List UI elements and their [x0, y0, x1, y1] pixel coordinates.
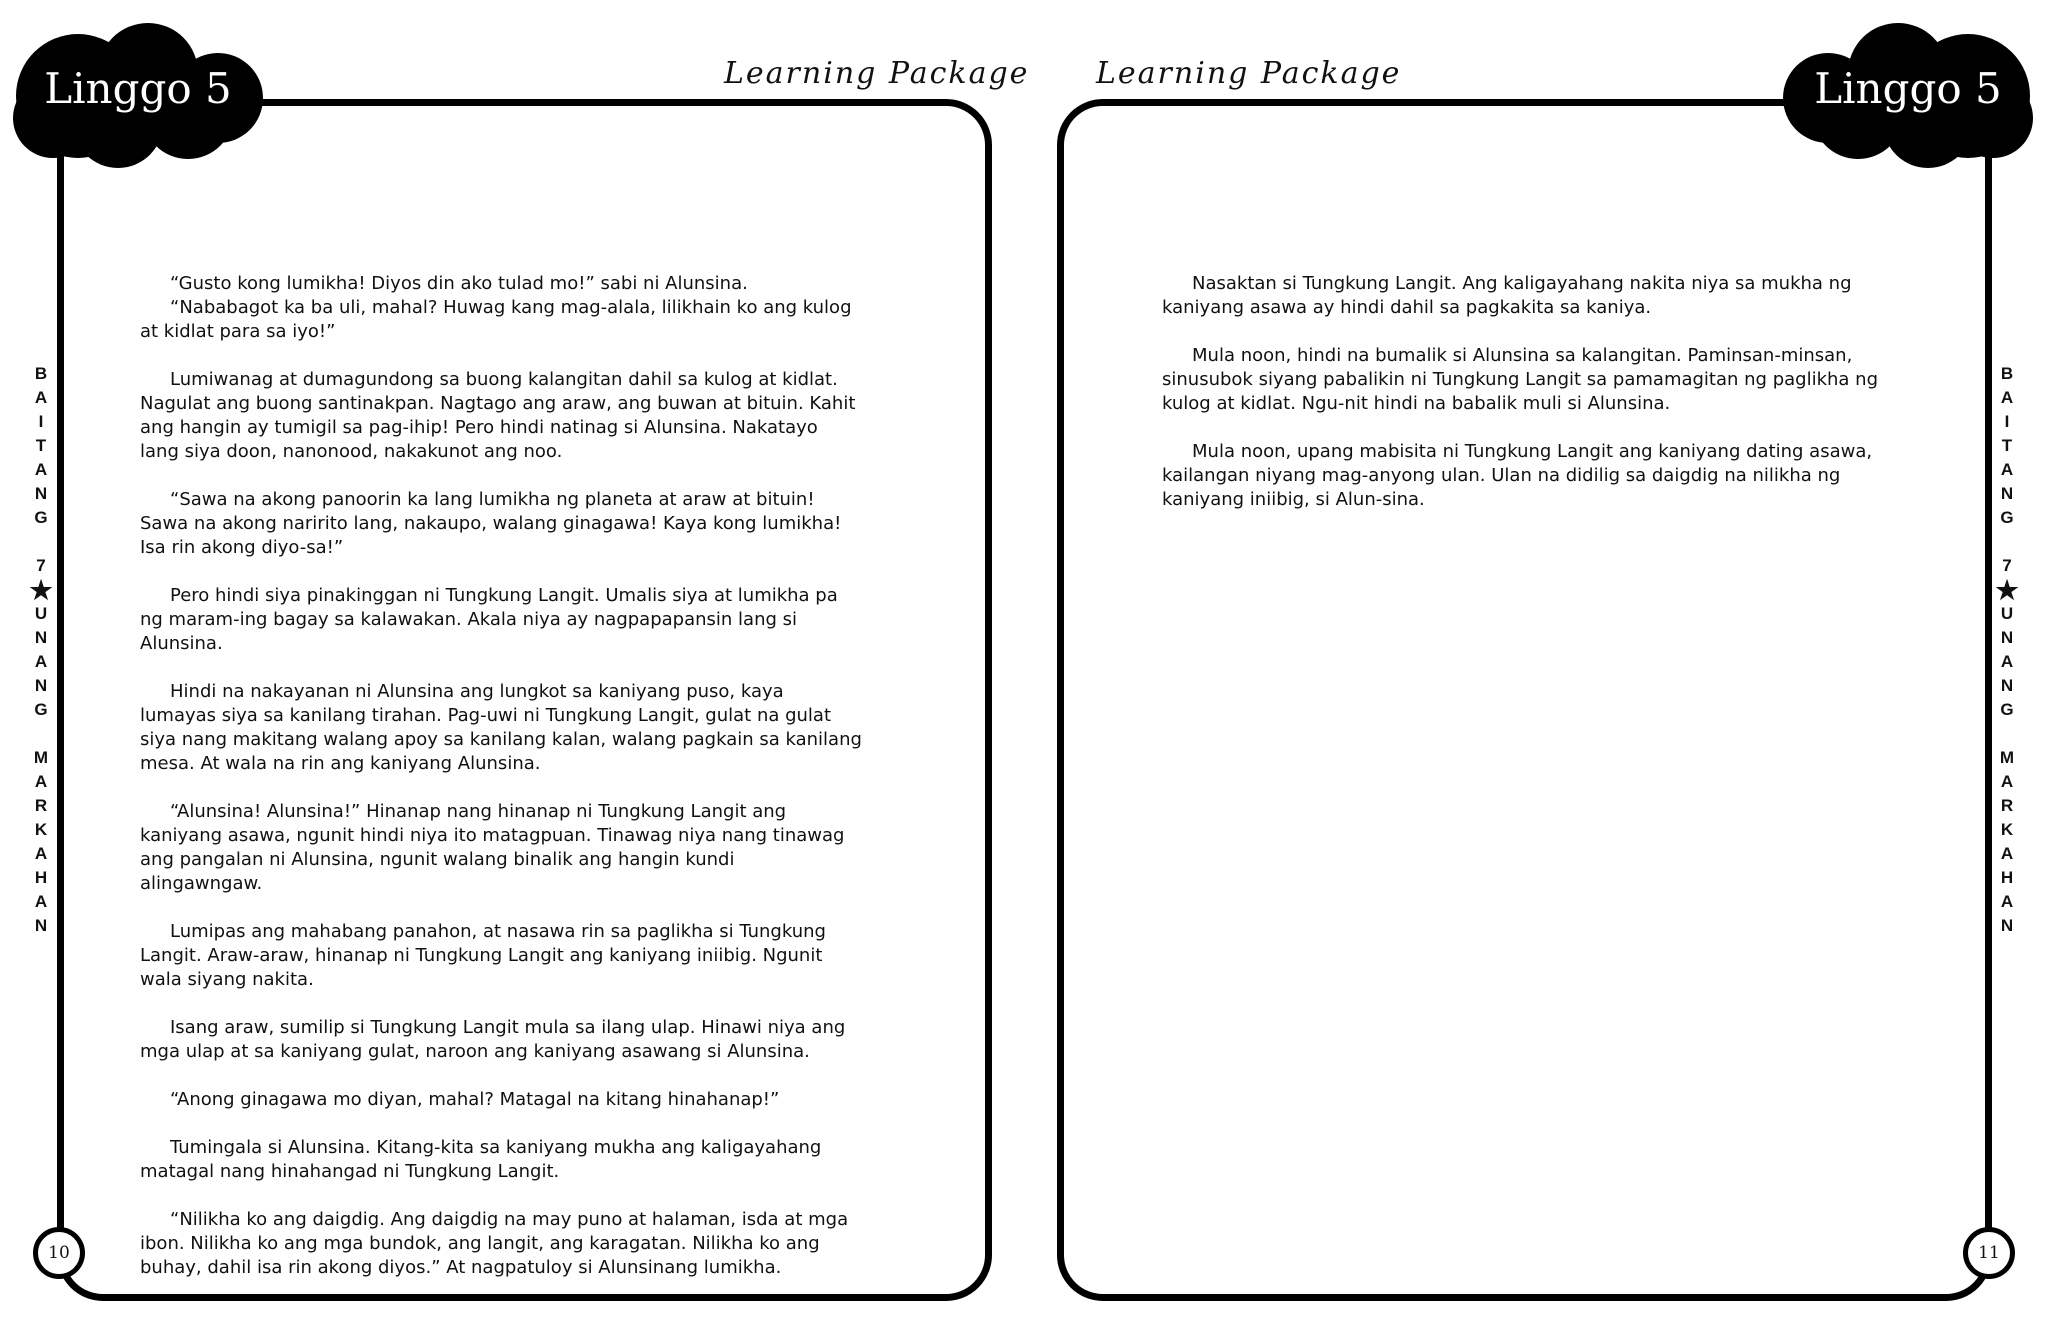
side-label-left	[26, 362, 56, 938]
side-letter: M	[33, 748, 49, 767]
side-letter: N	[34, 916, 48, 935]
side-letter: A	[34, 844, 48, 863]
side-letter: 7	[36, 556, 46, 575]
side-letter: I	[38, 412, 44, 431]
side-letter	[26, 530, 56, 554]
side-letter: T	[35, 436, 47, 455]
week-badge-right	[1778, 18, 2038, 168]
side-letter: N	[2000, 916, 2014, 935]
side-letter: A	[2000, 652, 2014, 671]
side-letter: G	[34, 508, 48, 527]
paragraph: Pero hindi siya pinakinggan ni Tungkung Langit. Umalis siya at lumikha pa ng maram-ing bagay sa kalawakan. Akala niya ay nagpapapansin lang si Alunsina.	[140, 585, 838, 654]
side-letter: K	[2000, 820, 2014, 839]
paragraph: Lumipas ang mahabang panahon, at nasawa rin sa paglikha si Tungkung Langit. Araw-araw, hinanap ni Tungkung Langit ang kaniyang iniibig. Ngunit wala siyang nakita.	[140, 921, 826, 990]
side-label-right	[1992, 362, 2022, 938]
side-letter: A	[2000, 772, 2014, 791]
side-letter: R	[34, 796, 48, 815]
side-letter: K	[34, 820, 48, 839]
side-letter: H	[2000, 868, 2014, 887]
side-letter: B	[2000, 364, 2014, 383]
side-letter: N	[34, 484, 48, 503]
side-letter: A	[34, 772, 48, 791]
page-number-left: 10	[33, 1227, 85, 1279]
side-letter: A	[2000, 844, 2014, 863]
side-letter: G	[2000, 508, 2014, 527]
learning-package-label-right: Learning Package	[1088, 56, 1409, 91]
side-letter: A	[34, 652, 48, 671]
side-letter: A	[2000, 892, 2014, 911]
week-badge-left	[8, 18, 268, 168]
side-letter: N	[34, 628, 48, 647]
week-title-left: Linggo 5	[44, 64, 232, 113]
side-letter: T	[2001, 436, 2013, 455]
side-letter: 7	[2002, 556, 2012, 575]
side-letter: G	[34, 700, 48, 719]
paragraph: “Gusto kong lumikha! Diyos din ako tulad mo!” sabi ni Alunsina.	[170, 273, 748, 294]
paragraph: Lumiwanag at dumagundong sa buong kalangitan dahil sa kulog at kidlat. Nagulat ang buong santinakpan. Nagtago ang araw, ang buwan at bituin. Kahit ang hangin ay tumigil sa pag-ihip! Pero hindi natinag si Alunsina. Nakatayo lang siya doon, nanonood, nakakunot ang noo.	[140, 369, 856, 462]
paragraph: “Nilikha ko ang daigdig. Ang daigdig na may puno at halaman, isda at mga ibon. Nilikha ko ang mga bundok, ang langit, ang karagatan. Nilikha ko ang buhay, dahil isa rin akong diyos.” At nagpatuloy si Alunsinang lumikha.	[140, 1209, 849, 1278]
paragraph: “Alunsina! Alunsina!” Hinanap nang hinanap ni Tungkung Langit ang kaniyang asawa, ngunit hindi niya ito matagpuan. Tinawag niya nang tinawag ang pangalan ni Alunsina, ngunit walang binalik ang hangin kundi alingawngaw.	[140, 801, 845, 894]
paragraph: “Sawa na akong panoorin ka lang lumikha ng planeta at araw at bituin! Sawa na akong naririto lang, nakaupo, walang ginagawa! Kaya kong lumikha! Isa rin akong diyo-sa!”	[140, 489, 842, 558]
side-letter: A	[2000, 460, 2014, 479]
paragraph: Isang araw, sumilip si Tungkung Langit mula sa ilang ulap. Hinawi niya ang mga ulap at sa kaniyang gulat, naroon ang kaniyang asawang si Alunsina.	[140, 1017, 846, 1062]
paragraph: Tumingala si Alunsina. Kitang-kita sa kaniyang mukha ang kaligayahang matagal nang hinahangad ni Tungkung Langit.	[140, 1137, 822, 1182]
paragraph: Mula noon, hindi na bumalik si Alunsina sa kalangitan. Paminsan-minsan, sinusubok siyang pabalikin ni Tungkung Langit sa pamamagitan ng paglikha ng kulog at kidlat. Ngu-nit hindi na babalik muli si Alunsina.	[1162, 345, 1879, 414]
week-title-right: Linggo 5	[1814, 64, 2002, 113]
side-letter: B	[34, 364, 48, 383]
side-letter: M	[1999, 748, 2015, 767]
side-letter: N	[2000, 628, 2014, 647]
side-letter	[26, 722, 56, 746]
side-letter: I	[2004, 412, 2010, 431]
right-page-body	[1162, 272, 1884, 536]
side-letter: A	[34, 892, 48, 911]
side-letter: G	[2000, 700, 2014, 719]
side-letter: N	[2000, 484, 2014, 503]
paragraph: “Anong ginagawa mo diyan, mahal? Matagal na kitang hinahanap!”	[170, 1089, 780, 1110]
side-letter: U	[2000, 604, 2014, 623]
paragraph: “Nababagot ka ba uli, mahal? Huwag kang mag-alala, lilikhain ko ang kulog at kidlat para sa iyo!”	[140, 297, 852, 342]
side-letter: A	[2000, 388, 2014, 407]
side-letter	[1992, 530, 2022, 554]
side-letter: R	[2000, 796, 2014, 815]
side-letter: U	[34, 604, 48, 623]
side-letter: N	[34, 676, 48, 695]
side-letter: A	[34, 460, 48, 479]
paragraph: Mula noon, upang mabisita ni Tungkung Langit ang kaniyang dating asawa, kailangan niyang mag-anyong ulan. Ulan na didilig sa daigdig na nilikha ng kaniyang iniibig, si Alun-sina.	[1162, 441, 1873, 510]
star-icon: ★	[1995, 575, 2019, 605]
left-page-body	[140, 272, 862, 1304]
page-number-right: 11	[1963, 1227, 2015, 1279]
star-icon: ★	[29, 575, 53, 605]
paragraph: Nasaktan si Tungkung Langit. Ang kaligayahang nakita niya sa mukha ng kaniyang asawa ay hindi dahil sa pagkakita sa kaniya.	[1162, 273, 1852, 318]
learning-package-label-left: Learning Package	[716, 56, 1037, 91]
side-letter	[1992, 722, 2022, 746]
side-letter: H	[34, 868, 48, 887]
paragraph: Hindi na nakayanan ni Alunsina ang lungkot sa kaniyang puso, kaya lumayas siya sa kanilang tirahan. Pag-uwi ni Tungkung Langit, gulat na gulat siya nang makitang walang apoy sa kanilang kalan, walang pagkain sa kanilang mesa. At wala na rin ang kaniyang Alunsina.	[140, 681, 862, 774]
side-letter: N	[2000, 676, 2014, 695]
side-letter: A	[34, 388, 48, 407]
